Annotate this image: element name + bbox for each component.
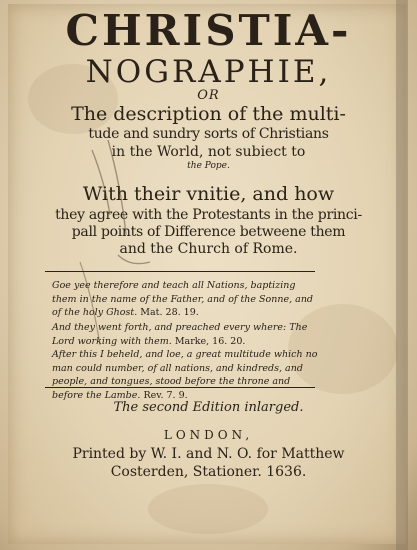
title-line-2: NOGRAPHIE, xyxy=(85,54,332,90)
verse-reference: Marke, 16. 20. xyxy=(174,335,246,347)
title-line-9: they agree with the Protestants in the princi- xyxy=(55,207,362,223)
verse-mark xyxy=(52,321,322,348)
title-line-7: the Pope. xyxy=(187,161,230,171)
imprint-line-2: Costerden, Stationer. 1636. xyxy=(110,464,307,480)
title-line-1: CHRISTIA- xyxy=(65,6,352,55)
verse-reference: Mat. 28. 19. xyxy=(140,307,199,318)
divider-rule-top xyxy=(45,271,315,272)
verse-revelation xyxy=(52,348,322,402)
edition-statement: The second Edition inlarged. xyxy=(113,400,304,415)
page-edge-shadow xyxy=(396,0,408,550)
title-line-10: pall points of Difference betweene them xyxy=(71,224,346,240)
verse-matthew xyxy=(52,279,322,320)
title-line-8: With their vnitie, and how xyxy=(82,183,335,205)
title-line-11: and the Church of Rome. xyxy=(119,241,298,257)
title-line-4: The description of the multi- xyxy=(71,103,346,125)
verse-text: Goe yee therefore and teach all Nations, baptizing them in the name of the Father, and of the Sonne, and of the holy Ghost. xyxy=(52,280,314,318)
verse-text: After this I beheld, and loe, a great multitude which no man could number, of all nations, and kindreds, and people, and tongues, stood before the throne and before the Lambe. xyxy=(52,349,318,401)
divider-rule-bottom xyxy=(45,387,315,388)
verse-text: And they went forth, and preached every where: The Lord working with them. xyxy=(52,322,308,347)
title-or: OR xyxy=(197,88,220,103)
title-line-5: tude and sundry sorts of Christians xyxy=(88,126,329,142)
title-line-6: in the World, not subiect to xyxy=(111,144,306,160)
imprint-line-1: Printed by W. I. and N. O. for Matthew xyxy=(72,446,345,462)
verse-reference: Rev. 7. 9. xyxy=(143,389,188,401)
imprint-city: LONDON, xyxy=(163,428,254,442)
